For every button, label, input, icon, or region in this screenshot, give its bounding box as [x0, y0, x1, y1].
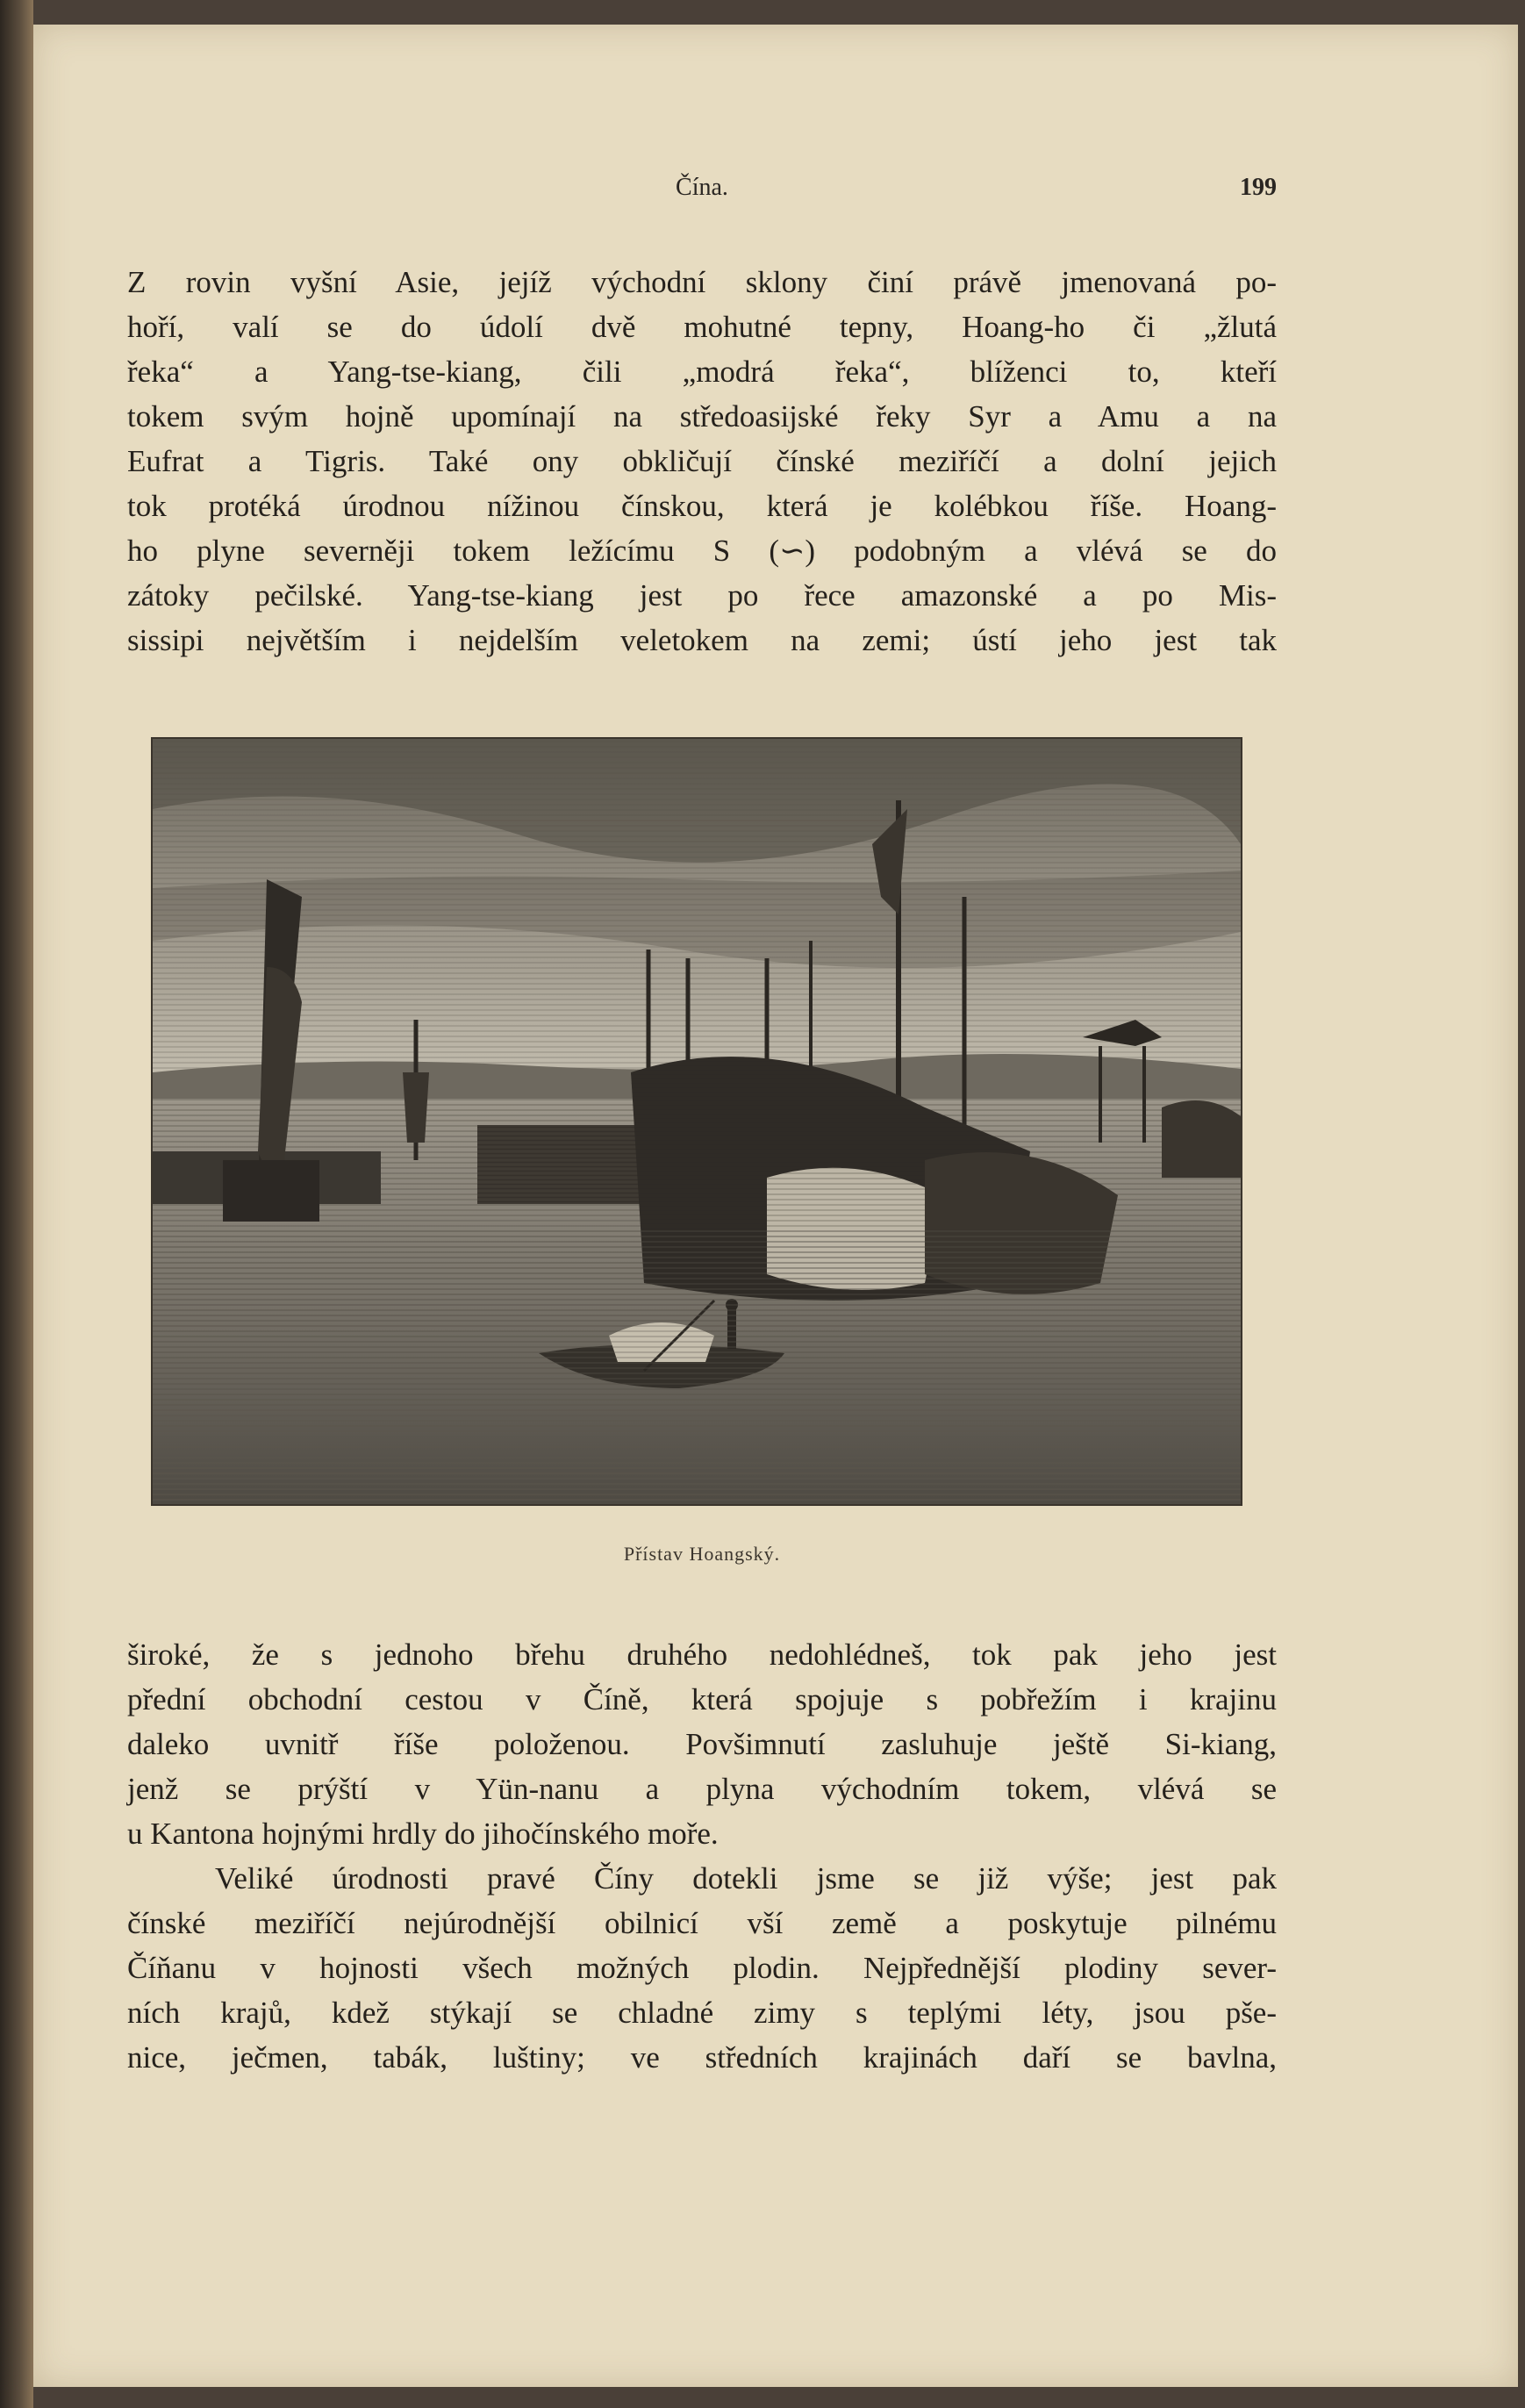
text-line: Číňanu v hojnosti všech možných plodin. Nejpřednější plodiny sever-: [127, 1951, 1277, 1985]
harbor-illustration: [153, 739, 1241, 1504]
text-line: u Kantona hojnými hrdly do jihočínského moře.: [127, 1817, 719, 1851]
text-line: sissipi největším i nejdelším veletokem na zemi; ústí jeho jest tak: [127, 623, 1277, 657]
harbor-engraving: [151, 737, 1242, 1506]
text-line: daleko uvnitř říše položenou. Povšimnutí zasluhuje ještě Si-kiang,: [127, 1727, 1277, 1761]
text-line: Z rovin vyšní Asie, jejíž východní sklony činí právě jmenovaná po-: [127, 265, 1277, 299]
running-header: [127, 174, 1277, 209]
chapter-title: Čína.: [676, 174, 728, 201]
text-line: tokem svým hojně upomínají na středoasijské řeky Syr a Amu a na: [127, 399, 1277, 434]
text-line: zátoky pečilské. Yang-tse-kiang jest po řece amazonské a po Mis-: [127, 578, 1277, 613]
text-line: Veliké úrodnosti pravé Číny dotekli jsme se již výše; jest pak: [215, 1861, 1277, 1896]
text-line: ních krajů, kdež stýkají se chladné zimy s teplými léty, jsou pše-: [127, 1996, 1277, 2030]
text-line: přední obchodní cestou v Číně, která spojuje s pobřežím i krajinu: [127, 1682, 1277, 1716]
text-line: hoří, valí se do údolí dvě mohutné tepny, Hoang-ho či „žlutá: [127, 310, 1277, 344]
book-spine: [0, 0, 33, 2408]
text-line: ho plyne severněji tokem ležícímu S (∽) podobným a vlévá se do: [127, 534, 1277, 568]
page-number: 199: [1240, 174, 1277, 201]
paragraph-2: [127, 1632, 1277, 1856]
paragraph-3: [127, 1856, 1277, 2080]
text-line: tok protéká úrodnou nížinou čínskou, která je kolébkou říše. Hoang-: [127, 489, 1277, 523]
paragraph-1: [127, 260, 1277, 663]
text-line: nice, ječmen, tabák, luštiny; ve středních krajinách daří se bavlna,: [127, 2040, 1277, 2075]
text-line: čínské meziříčí nejúrodnější obilnicí vší země a poskytuje pilnému: [127, 1906, 1277, 1940]
text-line: široké, že s jednoho břehu druhého nedohlédneš, tok pak jeho jest: [127, 1638, 1277, 1672]
text-line: řeka“ a Yang-tse-kiang, čili „modrá řeka“, blíženci to, kteří: [127, 355, 1277, 389]
figure-caption: Přístav Hoangský.: [623, 1543, 781, 1565]
text-line: Eufrat a Tigris. Také ony obkličují čínské meziříčí a dolní jejich: [127, 444, 1277, 478]
text-line: jenž se prýští v Yün-nanu a plyna východním tokem, vlévá se: [127, 1772, 1277, 1806]
